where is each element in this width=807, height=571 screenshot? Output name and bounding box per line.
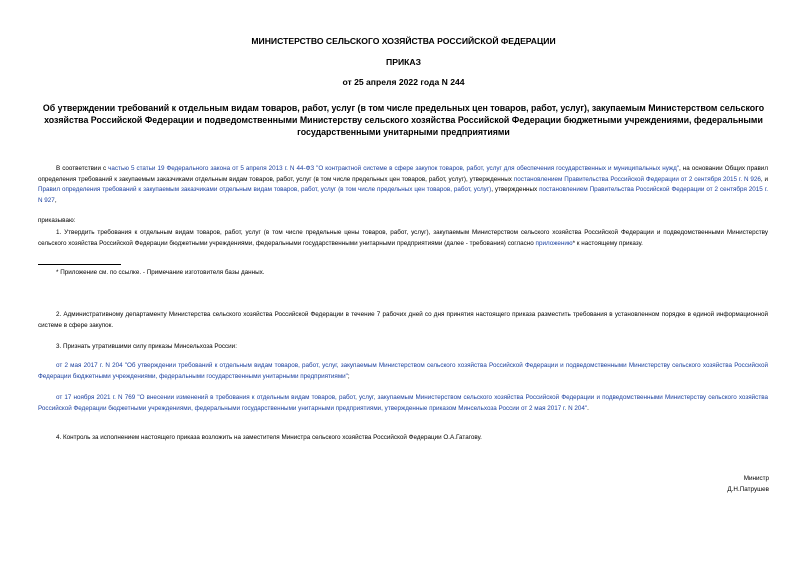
preamble-paragraph xyxy=(38,164,768,206)
decree-926-link[interactable]: постановлением Правительства Российской Федерации от 2 сентября 2015 г. N 926 xyxy=(513,175,761,183)
date-number: от 25 апреля 2022 года N 244 xyxy=(342,77,465,87)
item-1-text: 1. Утвердить требования к отдельным видам товаров, работ, услуг (в том числе предельные цены товаров, работ, услуг), закупаемым Министерством сельского хозяйства Российской Федерации и подведомственными Министерству сельского хозяйства Российской Федерации бюджетными учреждениями, федеральными государственными унитарными предприятиями (далее - требования) согласно xyxy=(38,229,768,247)
law-44fz-link[interactable]: частью 5 статьи 19 Федерального закона от 5 апреля 2013 г. N 44-ФЗ "О контрактной системе в сфере закупок товаров, работ, услуг для обеспечения государственных и муниципальных нужд" xyxy=(108,165,680,172)
decree-927-link[interactable]: постановлением Правительства Российской Федерации от 2 сентября 2015 г. N 927 xyxy=(38,186,768,204)
order-204-link[interactable]: от 2 мая 2017 г. N 204 "Об утверждении требований к отдельным видам товаров, работ, услуг, закупаемым Министерством сельского хозяйства Российской Федерации и подведомственными Министерству сельского хозяйства Российской Федерации бюджетными учреждениями, федеральными государственными унитарными предприятиями" xyxy=(38,362,768,380)
item-4: 4. Контроль за исполнением настоящего приказа возложить на заместителя Министра сельского хозяйства Российской Федерации О.А.Гатагову. xyxy=(56,434,482,441)
document-title: Об утверждении требований к отдельным видам товаров, работ, услуг (в том числе предельных цен товаров, работ, услуг), закупаемым Министерством сельского хозяйства Российской Федерации и подведомственными Министерству сельского хозяйства Российской Федерации бюджетными учреждениями, федеральными государственными унитарными предприятиями xyxy=(42,103,765,137)
signature-position: Министр xyxy=(743,475,769,482)
order-word: приказываю: xyxy=(38,217,76,224)
item-3b-suffix: . xyxy=(587,404,589,412)
footnote: * Приложение см. по ссылке. - Примечание изготовителя базы данных. xyxy=(56,269,265,276)
item-3a-suffix: ; xyxy=(347,372,350,380)
preamble-text-1: В соответствии с xyxy=(56,165,109,172)
signature-name: Д.Н.Патрушев xyxy=(727,486,769,493)
preamble-text-2: , на основании Общих правил определения требований к закупаемым заказчиками отдельным видам товаров, работ, услуг (в том числе предельных цен товаров, работ, услуг), утвержденных xyxy=(38,165,768,183)
doc-type: ПРИКАЗ xyxy=(386,57,421,67)
appendix-link[interactable]: приложению xyxy=(535,239,573,247)
item-3a xyxy=(38,361,768,382)
item-3: 3. Признать утратившими силу приказы Минсельхоза России: xyxy=(56,343,237,350)
item-1 xyxy=(38,228,768,249)
rules-link[interactable]: Правил определения требований к закупаемым заказчиками отдельным видам товаров, работ, услуг (в том числе предельных цен товаров, работ, услуг) xyxy=(38,186,492,194)
preamble-text-3: , и xyxy=(760,175,768,183)
item-3b xyxy=(38,393,768,414)
order-769-link[interactable]: от 17 ноября 2021 г. N 769 "О внесении изменений в требования к отдельным видам товаров, работ, услуг, закупаемым Министерством сельского хозяйства Российской Федерации и подведомственными Министерству сельского хозяйства Российской Федерации бюджетными учреждениями, федеральными государственными унитарными предприятиями, утвержденные приказом Минсельхоза России от 2 мая 2017 г. N 204" xyxy=(38,394,768,412)
item-2: 2. Административному департаменту Министерства сельского хозяйства Российской Федерации в течение 7 рабочих дней со дня принятия настоящего приказа разместить требования в установленном порядке в единой информационной системе в сфере закупок. xyxy=(38,311,768,329)
preamble-text-4: , утвержденных xyxy=(491,186,540,194)
footnote-separator xyxy=(38,264,121,265)
ministry-header: МИНИСТЕРСТВО СЕЛЬСКОГО ХОЗЯЙСТВА РОССИЙСКОЙ ФЕДЕРАЦИИ xyxy=(251,36,556,46)
item-1-suffix: * к настоящему приказу. xyxy=(572,239,643,247)
preamble-text-5: , xyxy=(54,196,57,204)
